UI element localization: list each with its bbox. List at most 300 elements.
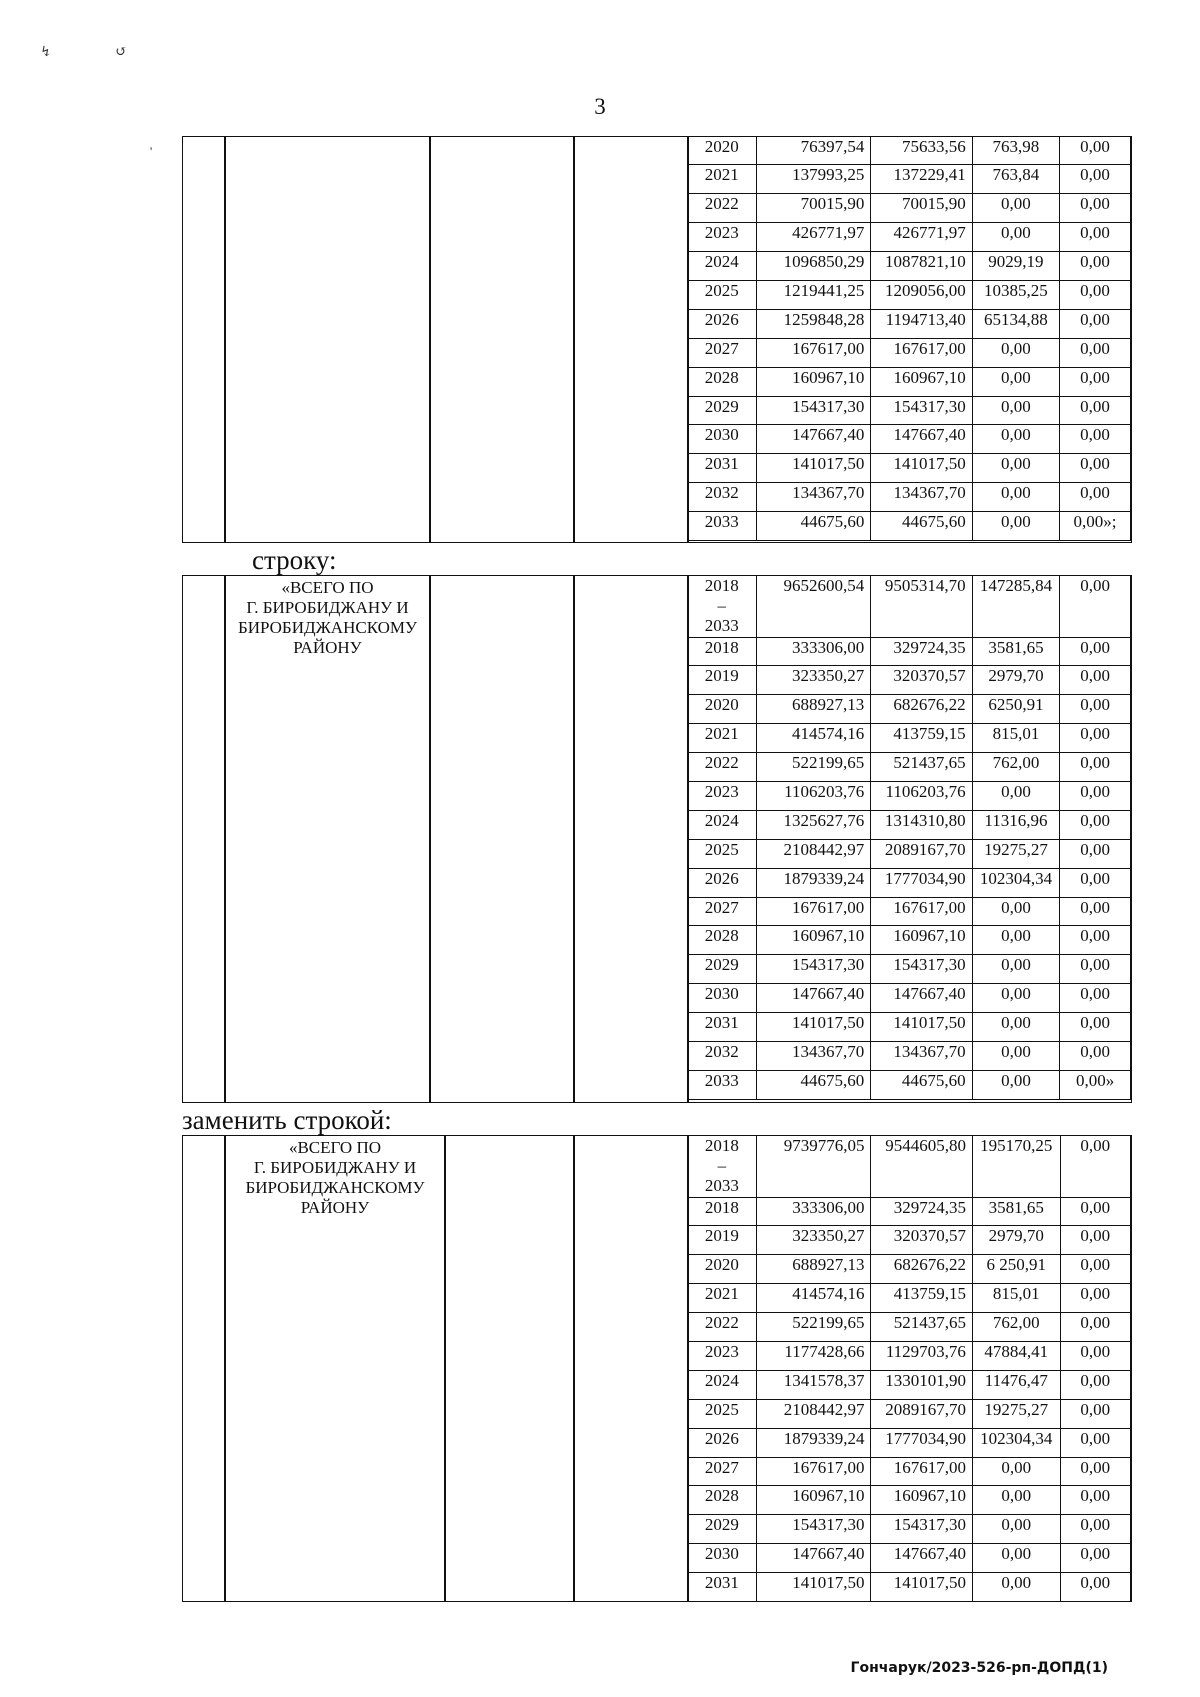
cell-federal: 9544605,80 xyxy=(871,1135,972,1197)
cell-year-range xyxy=(688,575,757,637)
cell-other: 0,00 xyxy=(1060,1313,1130,1342)
cell-total: 323350,27 xyxy=(756,1226,871,1255)
cell-federal: 167617,00 xyxy=(871,338,972,367)
cell-other: 0,00 xyxy=(1060,136,1131,165)
cell-regional: 0,00 xyxy=(972,194,1059,223)
table-row xyxy=(688,1544,1131,1573)
cell-total: 9739776,05 xyxy=(756,1135,871,1197)
cell-federal: 75633,56 xyxy=(871,136,972,165)
cell-year: 2029 xyxy=(688,1515,757,1544)
cell-regional: 147285,84 xyxy=(972,575,1060,637)
cell-year: 2024 xyxy=(688,252,757,281)
cell-regional: 9029,19 xyxy=(972,252,1059,281)
cell-other: 0,00 xyxy=(1060,1041,1131,1070)
table-row xyxy=(688,136,1131,165)
cell-year: 2029 xyxy=(688,396,757,425)
table-row xyxy=(688,897,1131,926)
cell-total: 1325627,76 xyxy=(756,810,871,839)
cell-total: 167617,00 xyxy=(756,1457,871,1486)
table-new-label-line: Г. БИРОБИДЖАНУ И xyxy=(253,1158,417,1177)
cell-total: 141017,50 xyxy=(756,454,871,483)
cell-regional: 11316,96 xyxy=(972,810,1060,839)
table-new-row xyxy=(182,1135,1132,1602)
table-row xyxy=(688,868,1131,897)
cell-federal: 167617,00 xyxy=(871,897,972,926)
table-new-label-line: БИРОБИДЖАНСКОМУ xyxy=(245,1178,425,1197)
cell-other: 0,00 xyxy=(1060,810,1131,839)
cell-year: 2031 xyxy=(688,454,757,483)
cell-regional: 2979,70 xyxy=(972,1226,1060,1255)
page-number: 3 xyxy=(594,94,606,119)
year-range-from: 2018 xyxy=(704,575,739,595)
cell-federal: 134367,70 xyxy=(871,483,972,512)
cell-regional: 0,00 xyxy=(972,1486,1060,1515)
document-code: Гончарук/2023-526-рп-ДОПД(1) xyxy=(850,1660,1108,1676)
cell-regional: 0,00 xyxy=(972,338,1059,367)
cell-federal: 141017,50 xyxy=(871,1573,972,1602)
cell-total: 522199,65 xyxy=(756,1313,871,1342)
cell-federal: 137229,41 xyxy=(871,165,972,194)
year-range-dash: – xyxy=(717,595,727,615)
cell-year: 2019 xyxy=(688,1226,757,1255)
cell-regional: 19275,27 xyxy=(972,839,1060,868)
cell-regional: 0,00 xyxy=(972,367,1059,396)
cell-federal: 329724,35 xyxy=(871,637,972,666)
cell-year: 2025 xyxy=(688,839,757,868)
cell-other: 0,00 xyxy=(1060,194,1131,223)
cell-total: 167617,00 xyxy=(756,897,871,926)
cell-total: 160967,10 xyxy=(756,926,871,955)
cell-federal: 160967,10 xyxy=(871,926,972,955)
cell-other: 0,00 xyxy=(1060,984,1131,1013)
cell-total: 333306,00 xyxy=(756,1197,871,1226)
table-row xyxy=(688,1197,1131,1226)
cell-regional: 763,98 xyxy=(972,136,1059,165)
cell-total: 1879339,24 xyxy=(756,1428,871,1457)
cell-other: 0,00 xyxy=(1060,955,1131,984)
table-row xyxy=(688,753,1131,782)
cell-year: 2020 xyxy=(688,136,757,165)
cell-regional: 0,00 xyxy=(972,1457,1060,1486)
table-row xyxy=(688,926,1131,955)
table-row xyxy=(688,1573,1131,1602)
cell-federal: 9505314,70 xyxy=(871,575,972,637)
cell-other: 0,00 xyxy=(1060,483,1131,512)
cell-total: 70015,90 xyxy=(756,194,871,223)
cell-total: 414574,16 xyxy=(756,1284,871,1313)
cell-other: 0,00 xyxy=(1060,1428,1130,1457)
cell-other: 0,00 xyxy=(1060,1341,1130,1370)
cell-total: 1096850,29 xyxy=(756,252,871,281)
cell-federal: 167617,00 xyxy=(871,1457,972,1486)
cell-other: 0,00»; xyxy=(1060,512,1131,541)
cell-year: 2019 xyxy=(688,666,757,695)
cell-federal: 154317,30 xyxy=(871,1515,972,1544)
cell-federal: 521437,65 xyxy=(871,1313,972,1342)
cell-other: 0,00 xyxy=(1060,338,1131,367)
table-old-label-line: РАЙОНУ xyxy=(293,638,362,657)
cell-federal: 147667,40 xyxy=(871,425,972,454)
cell-total: 333306,00 xyxy=(756,637,871,666)
cell-federal: 413759,15 xyxy=(871,724,972,753)
cell-federal: 2089167,70 xyxy=(871,839,972,868)
scan-tick-mark: ' xyxy=(150,144,153,158)
cell-federal: 160967,10 xyxy=(871,367,972,396)
table-row xyxy=(688,1255,1131,1284)
cell-total: 154317,30 xyxy=(756,396,871,425)
cell-regional: 0,00 xyxy=(972,897,1060,926)
cell-total: 167617,00 xyxy=(756,338,871,367)
cell-total: 1177428,66 xyxy=(756,1341,871,1370)
cell-total: 141017,50 xyxy=(756,1573,871,1602)
cell-regional: 0,00 xyxy=(972,1041,1060,1070)
table-new-label xyxy=(226,1138,444,1218)
cell-year: 2031 xyxy=(688,1573,757,1602)
cell-federal: 2089167,70 xyxy=(871,1399,972,1428)
cell-federal: 154317,30 xyxy=(871,396,972,425)
cell-year: 2029 xyxy=(688,955,757,984)
table-continuation-grid xyxy=(687,136,1131,541)
cell-year: 2030 xyxy=(688,984,757,1013)
cell-federal: 1087821,10 xyxy=(871,252,972,281)
cell-total: 9652600,54 xyxy=(756,575,871,637)
cell-regional: 10385,25 xyxy=(972,280,1059,309)
cell-other: 0,00 xyxy=(1060,223,1131,252)
table-row-range xyxy=(688,1135,1131,1197)
cell-federal: 320370,57 xyxy=(871,666,972,695)
cell-regional: 6 250,91 xyxy=(972,1255,1060,1284)
cell-regional: 815,01 xyxy=(972,724,1060,753)
cell-regional: 0,00 xyxy=(972,1515,1060,1544)
table-row xyxy=(688,338,1131,367)
cell-regional: 815,01 xyxy=(972,1284,1060,1313)
cell-year: 2025 xyxy=(688,1399,757,1428)
cell-other: 0,00 xyxy=(1060,367,1131,396)
cell-other: 0,00 xyxy=(1060,637,1131,666)
cell-year: 2025 xyxy=(688,280,757,309)
cell-regional: 0,00 xyxy=(972,1013,1060,1042)
table-row xyxy=(688,984,1131,1013)
cell-year: 2030 xyxy=(688,1544,757,1573)
cell-year: 2023 xyxy=(688,781,757,810)
cell-total: 1341578,37 xyxy=(756,1370,871,1399)
cell-other: 0,00 xyxy=(1060,666,1131,695)
cell-federal: 682676,22 xyxy=(871,1255,972,1284)
cell-regional: 0,00 xyxy=(972,396,1059,425)
cell-regional: 0,00 xyxy=(972,454,1059,483)
cell-year: 2021 xyxy=(688,724,757,753)
table-row xyxy=(688,1515,1131,1544)
cell-other: 0,00 xyxy=(1060,1399,1130,1428)
cell-regional: 0,00 xyxy=(972,483,1059,512)
cell-federal: 1209056,00 xyxy=(871,280,972,309)
cell-federal: 134367,70 xyxy=(871,1041,972,1070)
table-old-label xyxy=(226,578,429,658)
cell-year: 2024 xyxy=(688,810,757,839)
cell-federal: 141017,50 xyxy=(871,454,972,483)
cell-federal: 70015,90 xyxy=(871,194,972,223)
cell-federal: 413759,15 xyxy=(871,1284,972,1313)
cell-regional: 102304,34 xyxy=(972,868,1060,897)
cell-other: 0,00 xyxy=(1060,1013,1131,1042)
cell-total: 2108442,97 xyxy=(756,839,871,868)
cell-total: 147667,40 xyxy=(756,1544,871,1573)
cell-other: 0,00 xyxy=(1060,1197,1130,1226)
cell-other: 0,00 xyxy=(1060,1370,1130,1399)
cell-federal: 329724,35 xyxy=(871,1197,972,1226)
cell-other: 0,00 xyxy=(1060,165,1131,194)
cell-regional: 6250,91 xyxy=(972,695,1060,724)
cell-year: 2032 xyxy=(688,1041,757,1070)
cell-regional: 2979,70 xyxy=(972,666,1060,695)
table-row xyxy=(688,223,1131,252)
cell-other: 0,00 xyxy=(1060,724,1131,753)
cell-regional: 102304,34 xyxy=(972,1428,1060,1457)
cell-year: 2021 xyxy=(688,165,757,194)
cell-year: 2026 xyxy=(688,309,757,338)
cell-year-range xyxy=(688,1135,757,1197)
cell-other: 0,00 xyxy=(1060,781,1131,810)
cell-total: 44675,60 xyxy=(756,1070,871,1099)
cell-regional: 47884,41 xyxy=(972,1341,1060,1370)
cell-regional: 3581,65 xyxy=(972,637,1060,666)
table-row xyxy=(688,454,1131,483)
cell-year: 2026 xyxy=(688,868,757,897)
cell-year: 2027 xyxy=(688,338,757,367)
cell-federal: 521437,65 xyxy=(871,753,972,782)
cell-year: 2028 xyxy=(688,367,757,396)
year-range-to: 2033 xyxy=(704,615,739,635)
cell-total: 134367,70 xyxy=(756,483,871,512)
cell-regional: 11476,47 xyxy=(972,1370,1060,1399)
cell-year: 2026 xyxy=(688,1428,757,1457)
cell-total: 147667,40 xyxy=(756,984,871,1013)
year-range-from: 2018 xyxy=(704,1135,739,1155)
cell-regional: 0,00 xyxy=(972,1070,1060,1099)
cell-year: 2023 xyxy=(688,223,757,252)
table-row xyxy=(688,396,1131,425)
cell-total: 141017,50 xyxy=(756,1013,871,1042)
table-row xyxy=(688,695,1131,724)
cell-regional: 0,00 xyxy=(972,425,1059,454)
cell-year: 2027 xyxy=(688,1457,757,1486)
cell-other: 0,00 xyxy=(1060,1226,1130,1255)
cell-year: 2031 xyxy=(688,1013,757,1042)
cell-regional: 0,00 xyxy=(972,984,1060,1013)
cell-other: 0,00 xyxy=(1060,1573,1130,1602)
table-row xyxy=(688,1070,1131,1099)
cell-other: 0,00 xyxy=(1060,454,1131,483)
table-row xyxy=(688,781,1131,810)
table-row xyxy=(688,252,1131,281)
cell-other: 0,00 xyxy=(1060,839,1131,868)
table-row xyxy=(688,483,1131,512)
caption-row: строку: xyxy=(252,545,337,575)
cell-year: 2021 xyxy=(688,1284,757,1313)
cell-federal: 154317,30 xyxy=(871,955,972,984)
cell-regional: 0,00 xyxy=(972,512,1059,541)
table-row xyxy=(688,724,1131,753)
table-row xyxy=(688,955,1131,984)
cell-other: 0,00 xyxy=(1060,396,1131,425)
cell-year: 2022 xyxy=(688,194,757,223)
table-row xyxy=(688,194,1131,223)
table-old-grid xyxy=(687,575,1131,1100)
cell-total: 2108442,97 xyxy=(756,1399,871,1428)
cell-federal: 147667,40 xyxy=(871,1544,972,1573)
table-old-label-line: Г. БИРОБИДЖАНУ И xyxy=(246,598,409,617)
cell-other: 0,00» xyxy=(1060,1070,1131,1099)
cell-other: 0,00 xyxy=(1060,753,1131,782)
table-row xyxy=(688,309,1131,338)
cell-regional: 762,00 xyxy=(972,1313,1060,1342)
cell-other: 0,00 xyxy=(1060,868,1131,897)
table-row xyxy=(688,1428,1131,1457)
table-row xyxy=(688,1313,1131,1342)
table-row xyxy=(688,637,1131,666)
table-row xyxy=(688,1457,1131,1486)
table-row xyxy=(688,666,1131,695)
cell-total: 160967,10 xyxy=(756,367,871,396)
cell-federal: 1777034,90 xyxy=(871,868,972,897)
table-row xyxy=(688,1013,1131,1042)
cell-year: 2018 xyxy=(688,1197,757,1226)
table-row xyxy=(688,425,1131,454)
cell-year: 2033 xyxy=(688,1070,757,1099)
cell-year: 2027 xyxy=(688,897,757,926)
cell-total: 134367,70 xyxy=(756,1041,871,1070)
cell-regional: 195170,25 xyxy=(972,1135,1060,1197)
cell-other: 0,00 xyxy=(1060,425,1131,454)
year-range-to: 2033 xyxy=(704,1175,739,1195)
table-row xyxy=(688,1486,1131,1515)
cell-other: 0,00 xyxy=(1060,309,1131,338)
table-row xyxy=(688,367,1131,396)
cell-federal: 1314310,80 xyxy=(871,810,972,839)
cell-year: 2032 xyxy=(688,483,757,512)
cell-other: 0,00 xyxy=(1060,252,1131,281)
cell-other: 0,00 xyxy=(1060,695,1131,724)
cell-total: 147667,40 xyxy=(756,425,871,454)
cell-total: 160967,10 xyxy=(756,1486,871,1515)
cell-regional: 0,00 xyxy=(972,1544,1060,1573)
cell-regional: 3581,65 xyxy=(972,1197,1060,1226)
cell-total: 1219441,25 xyxy=(756,280,871,309)
table-row xyxy=(688,1284,1131,1313)
cell-year: 2020 xyxy=(688,695,757,724)
table-new-grid xyxy=(687,1135,1131,1602)
cell-total: 137993,25 xyxy=(756,165,871,194)
cell-other: 0,00 xyxy=(1060,1457,1130,1486)
year-range-dash: – xyxy=(717,1155,727,1175)
cell-other: 0,00 xyxy=(1060,1544,1130,1573)
cell-total: 522199,65 xyxy=(756,753,871,782)
cell-regional: 763,84 xyxy=(972,165,1059,194)
cell-federal: 426771,97 xyxy=(871,223,972,252)
cell-year: 2028 xyxy=(688,926,757,955)
cell-total: 1106203,76 xyxy=(756,781,871,810)
table-row xyxy=(688,1370,1131,1399)
table-old-label-line: БИРОБИДЖАНСКОМУ xyxy=(237,618,418,637)
cell-other: 0,00 xyxy=(1060,280,1131,309)
cell-regional: 19275,27 xyxy=(972,1399,1060,1428)
cell-total: 323350,27 xyxy=(756,666,871,695)
cell-federal: 147667,40 xyxy=(871,984,972,1013)
cell-federal: 44675,60 xyxy=(871,1070,972,1099)
table-row xyxy=(688,165,1131,194)
cell-regional: 0,00 xyxy=(972,223,1059,252)
cell-federal: 320370,57 xyxy=(871,1226,972,1255)
table-row xyxy=(688,810,1131,839)
cell-other: 0,00 xyxy=(1060,1135,1130,1197)
caption-replace: заменить строкой: xyxy=(182,1105,392,1135)
table-new-label-line: РАЙОНУ xyxy=(300,1198,370,1217)
cell-other: 0,00 xyxy=(1060,1284,1130,1313)
table-row xyxy=(688,839,1131,868)
cell-total: 154317,30 xyxy=(756,955,871,984)
cell-other: 0,00 xyxy=(1060,1486,1130,1515)
cell-federal: 44675,60 xyxy=(871,512,972,541)
cell-federal: 1777034,90 xyxy=(871,1428,972,1457)
cell-other: 0,00 xyxy=(1060,897,1131,926)
cell-federal: 1194713,40 xyxy=(871,309,972,338)
cell-total: 1259848,28 xyxy=(756,309,871,338)
table-old-label-line: «ВСЕГО ПО xyxy=(281,578,374,597)
cell-year: 2024 xyxy=(688,1370,757,1399)
table-new-label-line: «ВСЕГО ПО xyxy=(288,1138,382,1157)
table-row xyxy=(688,1341,1131,1370)
cell-total: 44675,60 xyxy=(756,512,871,541)
table-row xyxy=(688,1041,1131,1070)
cell-federal: 160967,10 xyxy=(871,1486,972,1515)
cell-total: 688927,13 xyxy=(756,1255,871,1284)
cell-year: 2028 xyxy=(688,1486,757,1515)
cell-federal: 1129703,76 xyxy=(871,1341,972,1370)
cell-federal: 1106203,76 xyxy=(871,781,972,810)
cell-regional: 0,00 xyxy=(972,781,1060,810)
cell-regional: 65134,88 xyxy=(972,309,1059,338)
cell-year: 2022 xyxy=(688,1313,757,1342)
cell-regional: 762,00 xyxy=(972,753,1060,782)
cell-regional: 0,00 xyxy=(972,955,1060,984)
table-row xyxy=(688,512,1131,541)
table-row xyxy=(688,1226,1131,1255)
table-row xyxy=(688,1399,1131,1428)
cell-year: 2033 xyxy=(688,512,757,541)
table-continuation xyxy=(182,136,1132,543)
cell-other: 0,00 xyxy=(1060,1255,1130,1284)
cell-year: 2020 xyxy=(688,1255,757,1284)
cell-federal: 1330101,90 xyxy=(871,1370,972,1399)
cell-regional: 0,00 xyxy=(972,926,1060,955)
scan-marks: ↯ ↺ xyxy=(40,45,157,60)
cell-year: 2022 xyxy=(688,753,757,782)
cell-other: 0,00 xyxy=(1060,1515,1130,1544)
cell-other: 0,00 xyxy=(1060,926,1131,955)
cell-federal: 682676,22 xyxy=(871,695,972,724)
table-row-range xyxy=(688,575,1131,637)
cell-year: 2018 xyxy=(688,637,757,666)
cell-total: 1879339,24 xyxy=(756,868,871,897)
cell-other: 0,00 xyxy=(1060,575,1131,637)
table-old-row xyxy=(182,575,1132,1103)
cell-year: 2023 xyxy=(688,1341,757,1370)
table-row xyxy=(688,280,1131,309)
cell-year: 2030 xyxy=(688,425,757,454)
cell-total: 154317,30 xyxy=(756,1515,871,1544)
cell-total: 76397,54 xyxy=(756,136,871,165)
cell-regional: 0,00 xyxy=(972,1573,1060,1602)
